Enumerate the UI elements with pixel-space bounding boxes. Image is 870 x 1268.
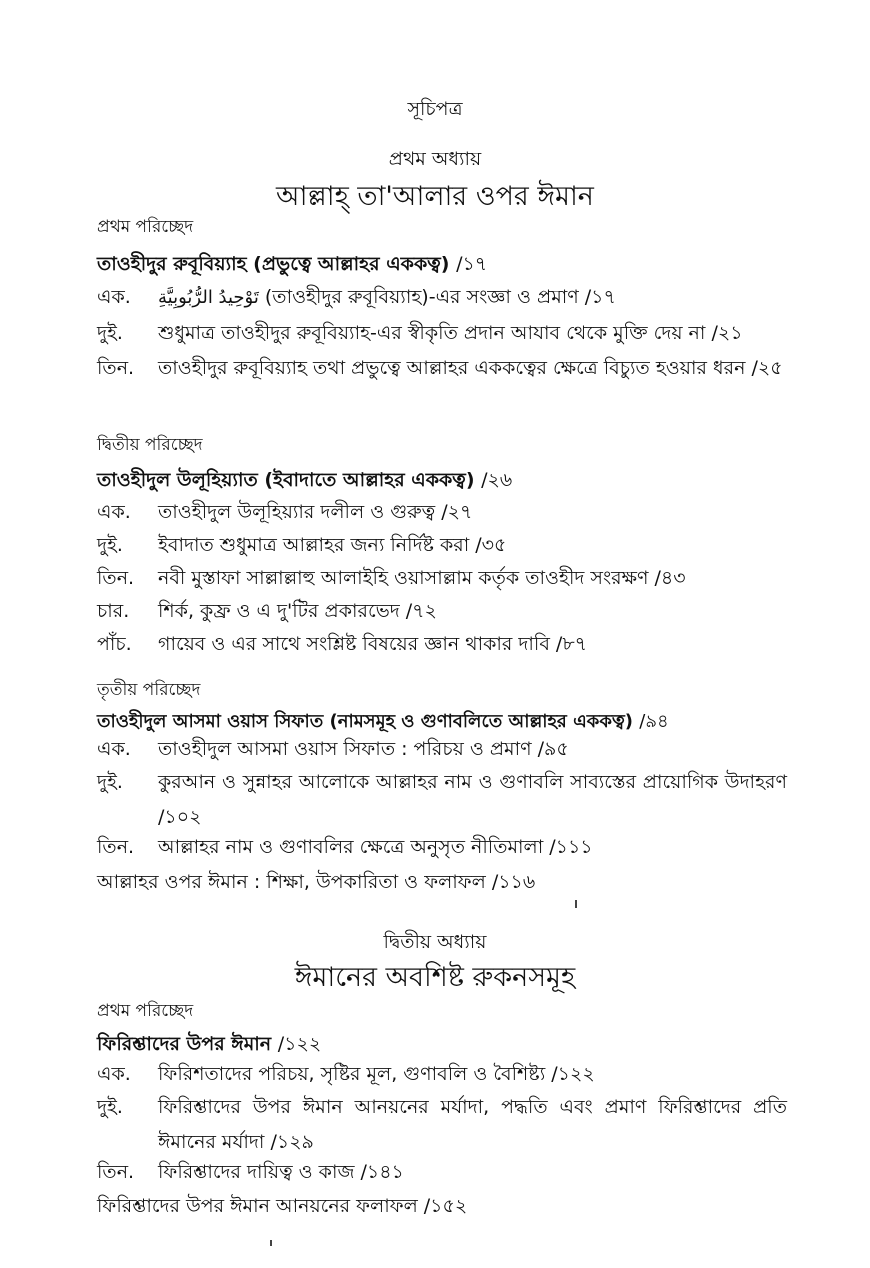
section-heading-text: ফিরিশ্তাদের উপর ঈমান (97, 1033, 272, 1055)
toc-item (97, 495, 787, 530)
item-text: নবী মুস্তাফা সাল্লাল্লাহু আলাইহি ওয়াসাল্লাম কর্তৃক তাওহীদ সংরক্ষণ /৪৩ (158, 567, 686, 589)
section-label: দ্বিতীয় পরিচ্ছেদ (97, 435, 203, 455)
item-text: (তাওহীদুর রুবূবিয়্যাহ)-এর সংজ্ঞা ও প্রমাণ /১৭ (258, 286, 616, 308)
item-text: ফিরিশতাদের পরিচয়, সৃষ্টির মূল, গুণাবলি ও বৈশিষ্ট্য /১২২ (158, 1063, 595, 1085)
item-number: পাঁচ. (97, 633, 132, 655)
toc-item (97, 765, 787, 835)
item-number: এক. (97, 1063, 131, 1085)
toc-item (97, 1090, 787, 1160)
page-number: /৯৪ (639, 711, 669, 732)
item-text: ইবাদাত শুধুমাত্র আল্লাহর জন্য নির্দিষ্ট করা /৩৫ (158, 534, 507, 556)
item-text: শির্ক, কুফ্র ও এ দু'টির প্রকারভেদ /৭২ (158, 600, 437, 622)
chapter-label: দ্বিতীয় অধ্যায় (383, 931, 487, 953)
item-number: দুই. (97, 322, 123, 344)
item-text: ফিরিশ্তাদের উপর ঈমান আনয়নের মর্যাদা, পদ্ধতি এবং প্রমাণ ফিরিশ্তাদের প্রতি ঈমানের মর্যাদা /১২৯ (158, 1096, 787, 1153)
toc-item (97, 316, 787, 351)
section-heading-text: তাওহীদুর রুবূবিয়্যাহ (প্রভুত্বে আল্লাহর এককত্ব) (97, 253, 450, 275)
item-number: তিন. (97, 836, 135, 858)
arabic-term: تَوْحِيدُ الرُّبُوبِيَّةِ (158, 287, 259, 308)
toc-item (97, 627, 787, 662)
item-number: তিন. (97, 357, 135, 379)
item-text: তাওহীদুর রুবূবিয়্যাহ তথা প্রভুত্বে আল্লাহর এককত্বের ক্ষেত্রে বিচ্যুত হওয়ার ধরন /২৫ (158, 357, 783, 379)
item-number: এক. (97, 501, 131, 523)
item-number: তিন. (97, 1161, 135, 1183)
item-text: তাওহীদুল উলূহিয়্যার দলীল ও গুরুত্ব /২৭ (158, 501, 473, 523)
section-heading-text: তাওহীদুল উলূহিয়্যাত (ইবাদাতে আল্লাহর এককত্ব) (97, 469, 475, 491)
item-number: এক. (97, 738, 131, 760)
toc-tail-item: ফিরিশ্তাদের উপর ঈমান আনয়নের ফলাফল /১৫২ (97, 1195, 468, 1217)
item-text: ফিরিশ্তাদের দায়িত্ব ও কাজ /১৪১ (158, 1161, 404, 1183)
section-heading (97, 250, 487, 282)
section-label: প্রথম পরিচ্ছেদ (97, 1001, 194, 1021)
chapter-title: ঈমানের অবশিষ্ট রুকনসমূহ (294, 962, 576, 993)
item-text: আল্লাহর নাম ও গুণাবলির ক্ষেত্রে অনুসৃত নীতিমালা /১১১ (158, 836, 593, 858)
toc-item (97, 528, 787, 563)
item-number: এক. (97, 286, 131, 308)
page-number: /১৭ (456, 253, 488, 275)
toc-item (97, 1155, 787, 1190)
print-speck (575, 900, 577, 908)
toc-title: সূচিপত্র (407, 98, 463, 120)
section-label: তৃতীয় পরিচ্ছেদ (97, 680, 201, 700)
item-number: দুই. (97, 771, 123, 793)
item-text: গায়েব ও এর সাথে সংশ্লিষ্ট বিষয়ের জ্ঞান থাকার দাবি /৮৭ (158, 633, 588, 655)
section-label: প্রথম পরিচ্ছেদ (97, 217, 194, 237)
toc-item (97, 351, 787, 386)
item-text: কুরআন ও সুন্নাহর আলোকে আল্লাহর নাম ও গুণাবলি সাব্যস্তের প্রায়োগিক উদাহরণ /১০২ (158, 771, 787, 828)
toc-item (97, 1057, 787, 1092)
section-heading-text: তাওহীদুল আসমা ওয়াস সিফাত (নামসমূহ ও গুণাবলিতে আল্লাহর এককত্ব) (97, 711, 634, 732)
item-text: তাওহীদুল আসমা ওয়াস সিফাত : পরিচয় ও প্রমাণ /৯৫ (158, 738, 569, 760)
toc-tail-item: আল্লাহর ওপর ঈমান : শিক্ষা, উপকারিতা ও ফলাফল /১১৬ (97, 871, 536, 893)
page-number: /১২২ (277, 1033, 322, 1055)
print-speck (270, 1240, 272, 1246)
chapter-title: আল্লাহ্ তা'আলার ওপর ঈমান (276, 181, 594, 212)
section-heading (97, 466, 512, 498)
toc-item (97, 561, 787, 596)
toc-item (97, 594, 787, 629)
item-number: তিন. (97, 567, 135, 589)
item-text: শুধুমাত্র তাওহীদুর রুবূবিয়্যাহ-এর স্বীকৃতি প্রদান আযাব থেকে মুক্তি দেয় না /২১ (158, 322, 743, 344)
toc-item (97, 732, 787, 767)
toc-item (97, 830, 787, 865)
item-number: চার. (97, 600, 130, 622)
page-number: /২৬ (481, 469, 513, 491)
item-number: দুই. (97, 1096, 123, 1118)
chapter-label: প্রথম অধ্যায় (388, 148, 482, 170)
toc-item (97, 280, 787, 315)
item-number: দুই. (97, 534, 123, 556)
